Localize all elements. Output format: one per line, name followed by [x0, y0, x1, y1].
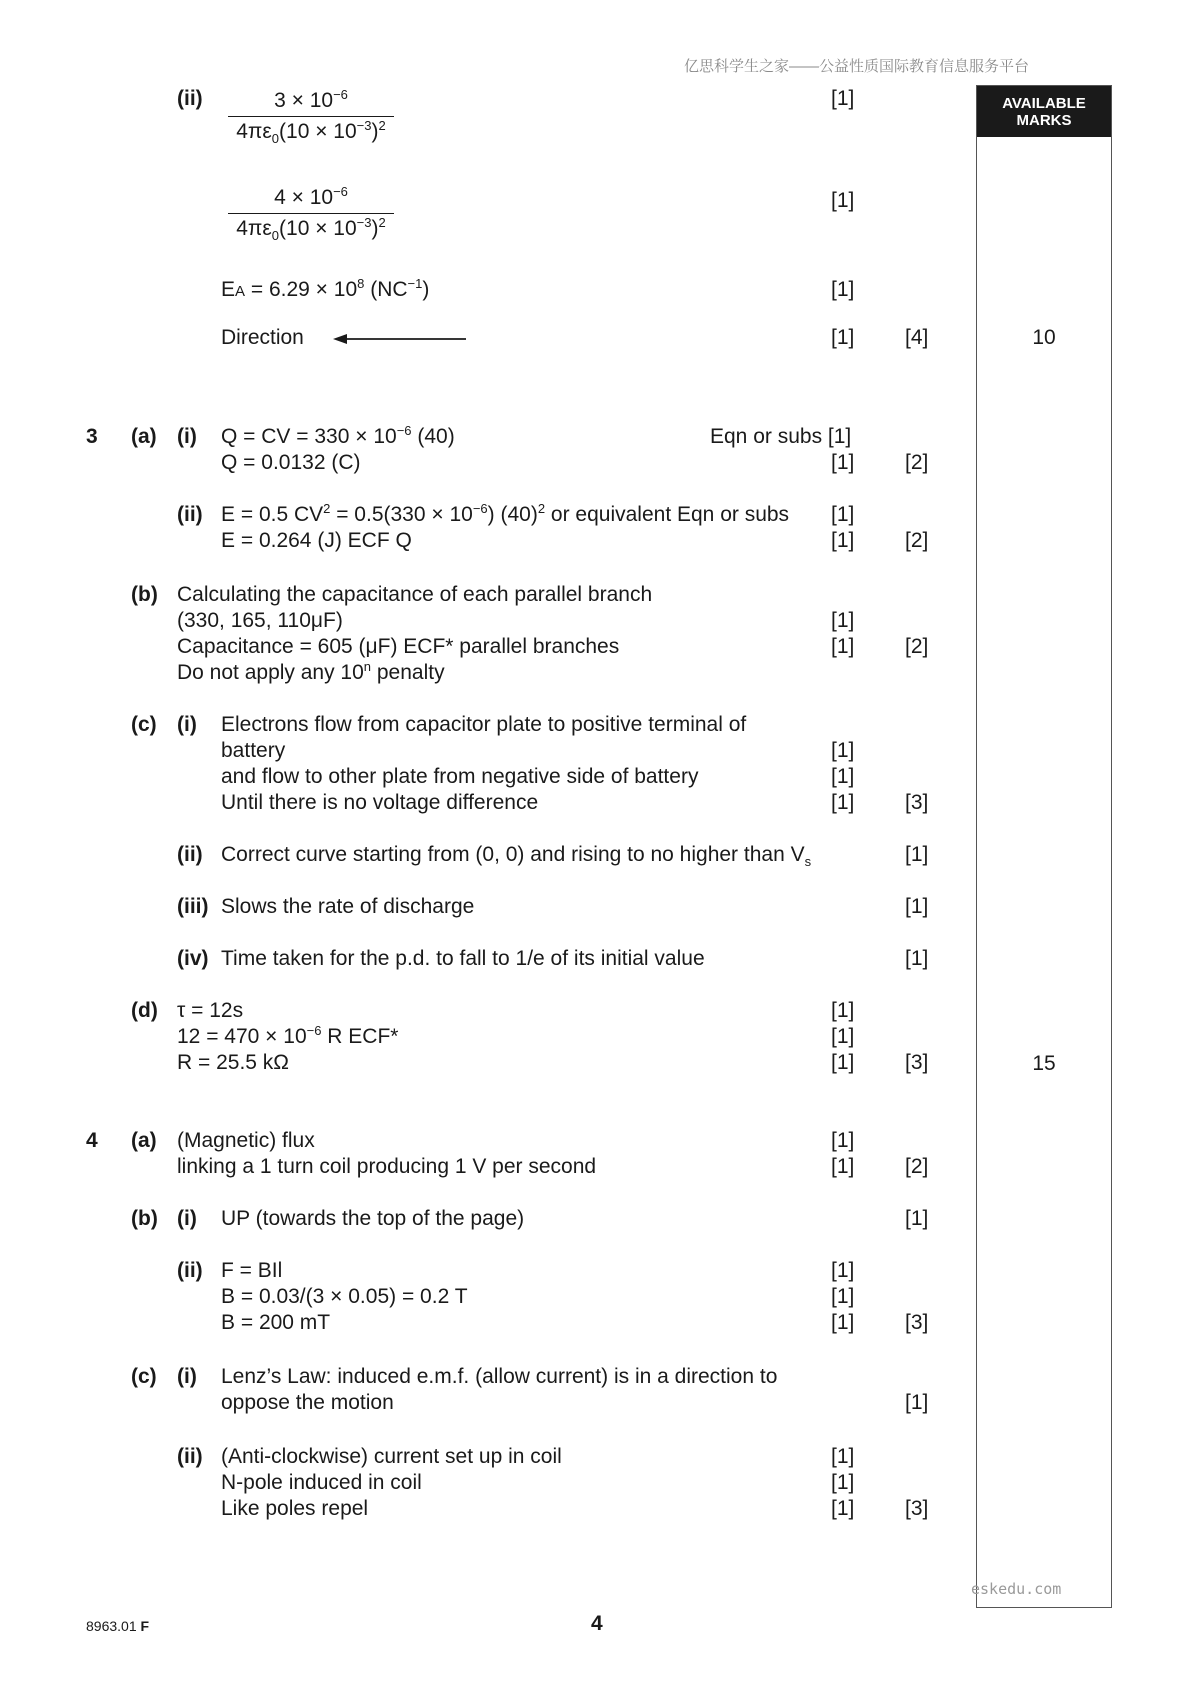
mark: [1] — [831, 326, 855, 349]
mark: [1] — [831, 529, 855, 552]
part-label: (d) — [131, 999, 158, 1022]
mark: [1] — [831, 1259, 855, 1282]
answer-line: F = BIl — [221, 1259, 283, 1282]
part-label: (a) — [131, 425, 157, 448]
available-marks-column — [976, 85, 1112, 1608]
answer-line: Q = 0.0132 (C) — [221, 451, 361, 474]
mark-note: Eqn or subs [1] — [710, 425, 852, 448]
subpart-label: (i) — [177, 1365, 197, 1388]
part-total: [1] — [905, 895, 929, 918]
available-marks-q3: 15 — [1032, 1052, 1056, 1075]
answer-line: N-pole induced in coil — [221, 1471, 422, 1494]
field-strength-answer: EA = $6.29 \times 10^8$ $(NC^{-1})$ — [221, 276, 430, 301]
answer-line: linking a 1 turn coil producing 1 V per second — [177, 1155, 597, 1178]
answer-line: and flow to other plate from negative side of battery — [221, 765, 699, 788]
part-total: [3] — [905, 1051, 929, 1074]
part-total: [3] — [905, 1497, 929, 1520]
answer-line: Time taken for the p.d. to fall to 1/e of its initial value — [221, 947, 705, 970]
subpart-label: (i) — [177, 425, 197, 448]
answer-line: Q = CV = $330 \times 10^{-6}$ (40) — [221, 423, 455, 448]
answer-line: Like poles repel — [221, 1497, 369, 1520]
part-total: [1] — [905, 1391, 929, 1414]
answer-line: UP (towards the top of the page) — [221, 1207, 525, 1230]
mark: [1] — [831, 1311, 855, 1334]
mark: [1] — [831, 1471, 855, 1494]
answer-line: B = 0.03/(3 × 0.05) = 0.2 T — [221, 1285, 468, 1308]
part-total: [2] — [905, 529, 929, 552]
mark: [1] — [831, 1129, 855, 1152]
part-total: [4] — [905, 326, 929, 349]
mark: [1] — [831, 278, 855, 301]
answer-line: Calculating the capacitance of each parallel branch — [177, 583, 653, 606]
mark: [1] — [831, 635, 855, 658]
part-total: [2] — [905, 1155, 929, 1178]
answer-line: Lenz’s Law: induced e.m.f. (allow current) is in a direction to — [221, 1365, 778, 1388]
answer-line: Electrons flow from capacitor plate to positive terminal of — [221, 713, 747, 736]
mark: [1] — [831, 765, 855, 788]
mark: [1] — [831, 1285, 855, 1308]
answer-line: E = 0.264 (J) ECF Q — [221, 529, 412, 552]
subpart-label: (iv) — [177, 947, 209, 970]
part-total: [3] — [905, 1311, 929, 1334]
mark: [1] — [831, 609, 855, 632]
answer-line: battery — [221, 739, 286, 762]
subpart-label: (i) — [177, 713, 197, 736]
mark: [1] — [831, 1497, 855, 1520]
mark: [1] — [831, 1445, 855, 1468]
paper-code: 8963.01 F — [86, 1618, 150, 1634]
answer-line: τ = 12s — [177, 999, 244, 1022]
part-total: [2] — [905, 635, 929, 658]
subpart-label: (ii) — [177, 503, 203, 526]
mark: [1] — [831, 1025, 855, 1048]
mark: [1] — [831, 999, 855, 1022]
site-header: 亿思科学生之家——公益性质国际教育信息服务平台 — [684, 58, 1030, 75]
left-arrow-icon — [333, 331, 468, 347]
mark: [1] — [831, 1155, 855, 1178]
answer-line: Correct curve starting from (0, 0) and rising to no higher than $V_s$ — [221, 843, 812, 870]
fraction-2: $4 \times 10^{-6}$ $4\pi\varepsilon_0(10 \times 10^{-3})^2$ — [228, 185, 394, 242]
part-label: (a) — [131, 1129, 157, 1152]
answer-line: (330, 165, 110μF) — [177, 609, 343, 632]
part-total: [1] — [905, 947, 929, 970]
subpart-label: (iii) — [177, 895, 209, 918]
answer-line: Capacitance = 605 (μF) ECF* parallel branches — [177, 635, 620, 658]
part-total: [1] — [905, 843, 929, 866]
fraction-1: $3 \times 10^{-6}$ $4\pi\varepsilon_0(10 \times 10^{-3})^2$ — [228, 88, 394, 145]
answer-line: oppose the motion — [221, 1391, 394, 1414]
part-label: (b) — [131, 583, 158, 606]
answer-line: $12 = 470 \times 10^{-6}$ R ECF* — [177, 1023, 399, 1048]
mark: [1] — [831, 189, 855, 212]
answer-line: Do not apply any 10$^n$ penalty — [177, 659, 445, 684]
subpart-label: (i) — [177, 1207, 197, 1230]
mark: [1] — [831, 1051, 855, 1074]
mark: [1] — [831, 791, 855, 814]
answer-line: E = 0.5 $CV^2 = 0.5(330 \times 10^{-6})$ $(40)^2$ or equivalent Eqn or subs — [221, 501, 790, 526]
answer-line: Slows the rate of discharge — [221, 895, 475, 918]
part-label: (b) — [131, 1207, 158, 1230]
part-label: (c) — [131, 1365, 157, 1388]
part-total: [3] — [905, 791, 929, 814]
answer-line: Until there is no voltage difference — [221, 791, 539, 814]
mark: [1] — [831, 451, 855, 474]
page-number: 4 — [591, 1612, 603, 1635]
watermark: eskedu.com — [971, 1580, 1062, 1598]
mark: [1] — [831, 503, 855, 526]
part-total: [2] — [905, 451, 929, 474]
question-number: 3 — [86, 425, 98, 448]
part-label: (c) — [131, 713, 157, 736]
answer-line: (Magnetic) flux — [177, 1129, 315, 1152]
answer-line: (Anti-clockwise) current set up in coil — [221, 1445, 562, 1468]
mark: [1] — [831, 739, 855, 762]
direction-label: Direction — [221, 326, 304, 349]
subpart-label: (ii) — [177, 1259, 203, 1282]
mark: [1] — [831, 87, 855, 110]
part-label: (ii) — [177, 87, 203, 110]
answer-line: B = 200 mT — [221, 1311, 331, 1334]
question-number: 4 — [86, 1129, 98, 1152]
subpart-label: (ii) — [177, 1445, 203, 1468]
available-marks-q2: 10 — [1032, 326, 1056, 349]
available-marks-header: AVAILABLE MARKS — [977, 86, 1111, 137]
answer-line: R = 25.5 kΩ — [177, 1051, 290, 1074]
subpart-label: (ii) — [177, 843, 203, 866]
part-total: [1] — [905, 1207, 929, 1230]
